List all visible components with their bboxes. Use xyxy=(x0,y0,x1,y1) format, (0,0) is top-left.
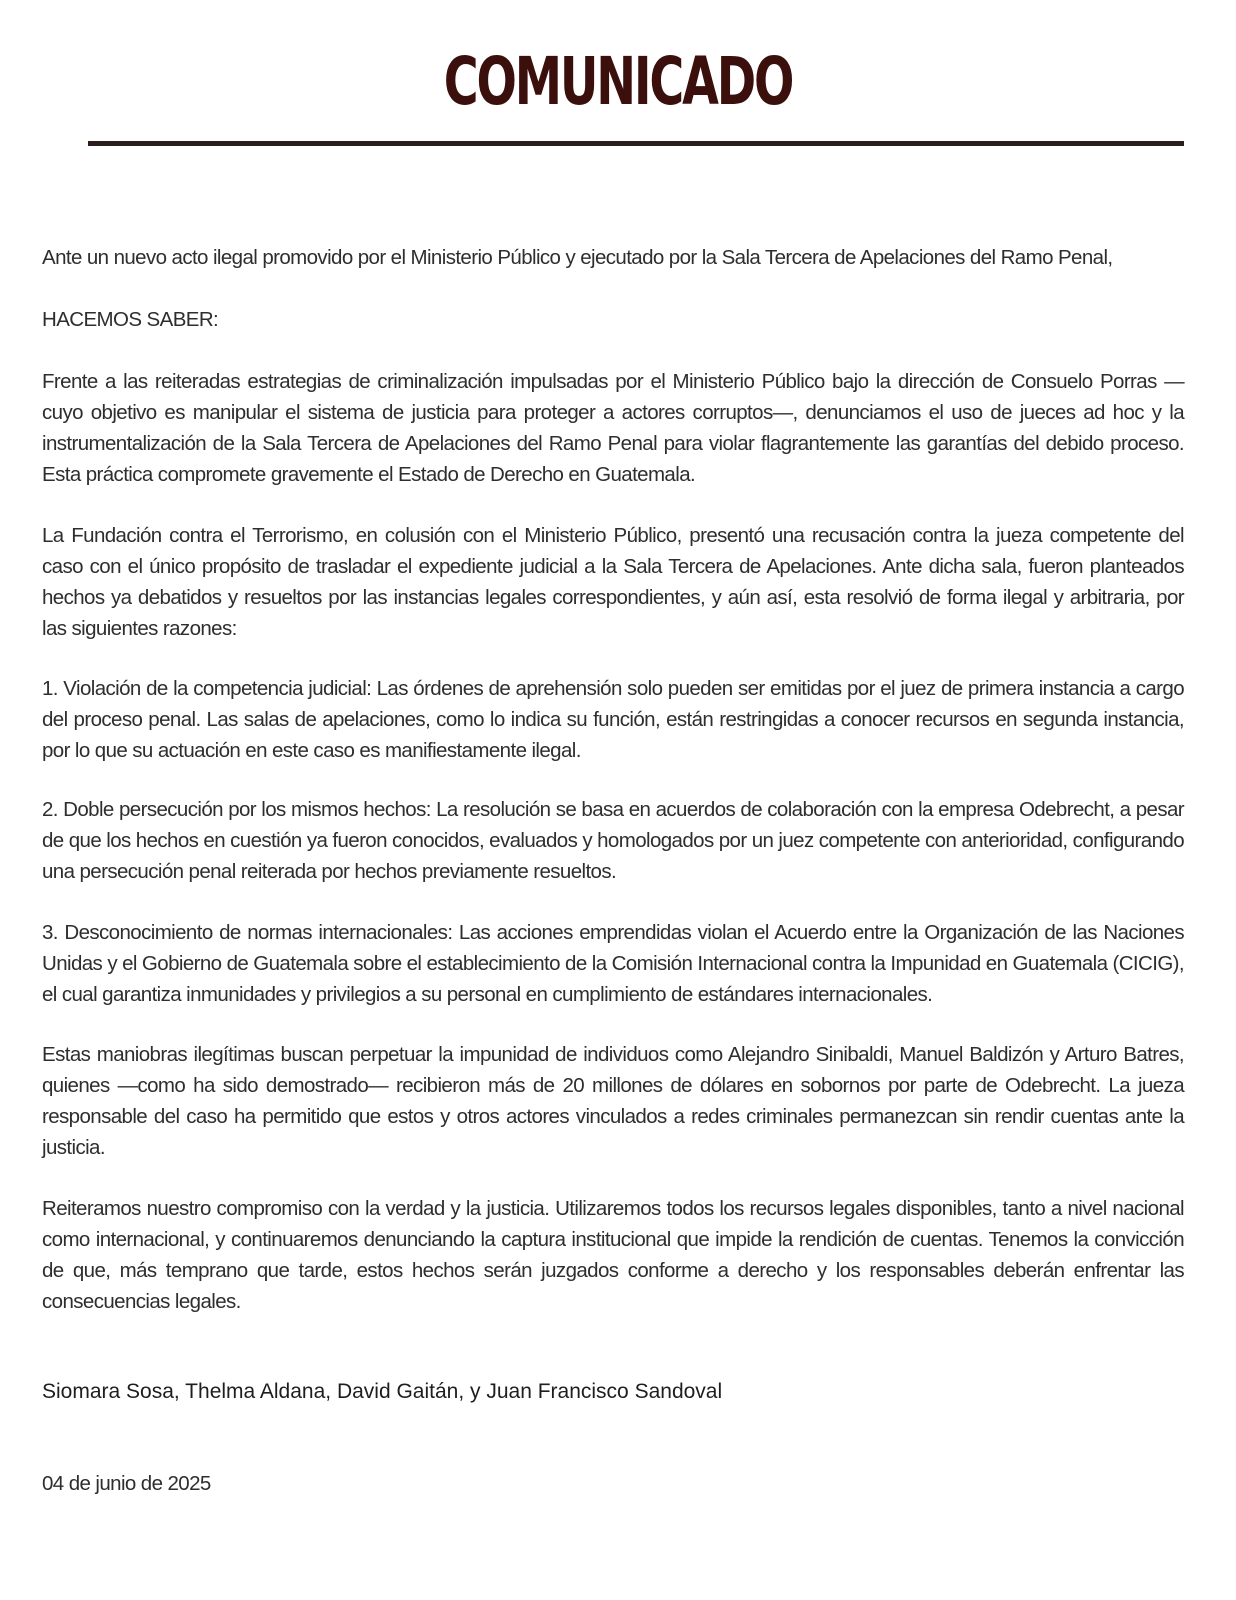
declaration-heading: HACEMOS SABER: xyxy=(42,308,219,331)
paragraph-recusation: La Fundación contra el Terrorismo, en colusión con el Ministerio Público, presentó una recusación contra la jueza competente del caso con el único propósito de trasladar el expediente judicial a la Sala Tercera de Apelaciones. Ante dicha sala, fueron planteados hechos ya debatidos y resueltos por las instancias legales correspondientes, y aún así, esta resolvió de forma ilegal y arbitraria, por las siguientes razones: xyxy=(42,524,1184,640)
paragraph-point-2: 2. Doble persecución por los mismos hechos: La resolución se basa en acuerdos de colaboración con la empresa Odebrecht, a pesar de que los hechos en cuestión ya fueron conocidos, evaluados y homologados por un juez competente con anterioridad, configurando una persecución penal reiterada por hechos previamente resueltos. xyxy=(42,798,1184,883)
document-title: COMUNICADO xyxy=(443,43,793,120)
document-date: 04 de junio de 2025 xyxy=(42,1472,211,1495)
paragraph-point-1: 1. Violación de la competencia judicial: Las órdenes de aprehensión solo pueden ser emitidas por el juez de primera instancia a cargo del proceso penal. Las salas de apelaciones, como lo indica su función, están restringidas a conocer recursos en segunda instancia, por lo que su actuación en este caso es manifiestamente ilegal. xyxy=(42,677,1184,762)
title-divider xyxy=(88,141,1184,146)
paragraph-impunity: Estas maniobras ilegítimas buscan perpetuar la impunidad de individuos como Alejandro Sinibaldi, Manuel Baldizón y Arturo Batres, quienes —como ha sido demostrado— recibieron más de 20 millones de dólares en sobornos por parte de Odebrecht. La jueza responsable del caso ha permitido que estos y otros actores vinculados a redes criminales permanezcan sin rendir cuentas ante la justicia. xyxy=(42,1043,1184,1159)
paragraph-criminalization: Frente a las reiteradas estrategias de criminalización impulsadas por el Ministerio Público bajo la dirección de Consuelo Porras —cuyo objetivo es manipular el sistema de justicia para proteger a actores corruptos—, denunciamos el uso de jueces ad hoc y la instrumentalización de la Sala Tercera de Apelaciones del Ramo Penal para violar flagrantemente las garantías del debido proceso. Esta práctica compromete gravemente el Estado de Derecho en Guatemala. xyxy=(42,370,1184,486)
intro-paragraph: Ante un nuevo acto ilegal promovido por el Ministerio Público y ejecutado por la Sala Tercera de Apelaciones del Ramo Penal, xyxy=(42,246,1113,269)
paragraph-commitment: Reiteramos nuestro compromiso con la verdad y la justicia. Utilizaremos todos los recursos legales disponibles, tanto a nivel nacional como internacional, y continuaremos denunciando la captura institucional que impide la rendición de cuentas. Tenemos la convicción de que, más temprano que tarde, estos hechos serán juzgados conforme a derecho y los responsables deberán enfrentar las consecuencias legales. xyxy=(42,1197,1184,1313)
signers-line: Siomara Sosa, Thelma Aldana, David Gaitán, y Juan Francisco Sandoval xyxy=(42,1380,723,1403)
paragraph-point-3: 3. Desconocimiento de normas internacionales: Las acciones emprendidas violan el Acuerdo entre la Organización de las Naciones Unidas y el Gobierno de Guatemala sobre el establecimiento de la Comisión Internacional contra la Impunidad en Guatemala (CICIG), el cual garantiza inmunidades y privilegios a su personal en cumplimiento de estándares internacionales. xyxy=(42,921,1184,1006)
